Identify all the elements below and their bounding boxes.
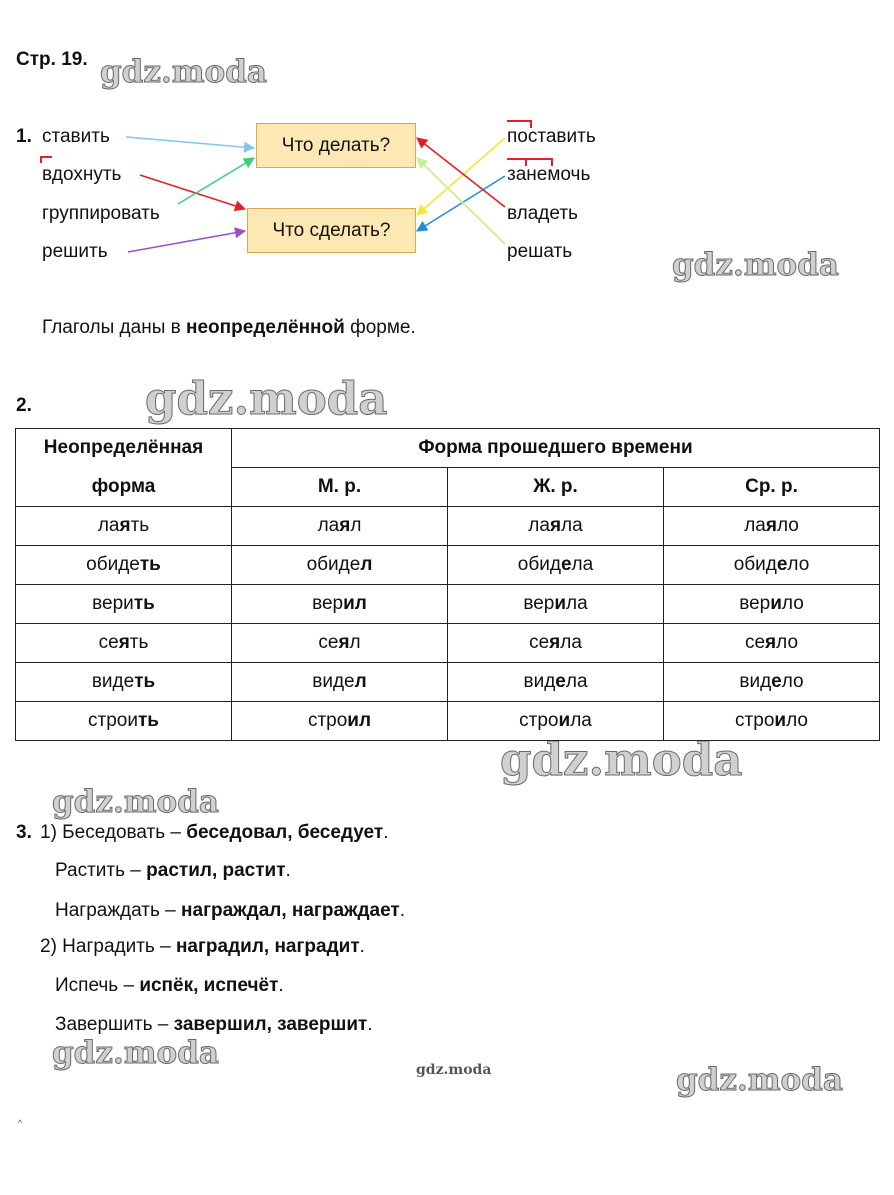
word-part: се bbox=[98, 632, 119, 653]
word-part: ть bbox=[130, 515, 150, 536]
exercise-1-number: 1. bbox=[16, 126, 32, 147]
cell-infinitive bbox=[16, 507, 232, 546]
exercise-2-number: 2. bbox=[16, 395, 32, 416]
word-part: се bbox=[744, 632, 766, 653]
verb-label: 1) Беседовать – bbox=[40, 822, 187, 843]
verb-answer: наградил, наградит bbox=[175, 936, 360, 957]
header-past-tense: Форма прошедшего времени bbox=[232, 429, 880, 468]
question-box-label: Что делать? bbox=[281, 134, 391, 156]
word-part: обид bbox=[517, 554, 561, 575]
word-part: ла bbox=[97, 515, 120, 536]
watermark: gdz.moda bbox=[145, 372, 388, 425]
word-part: стро bbox=[307, 710, 348, 731]
word-part: ло bbox=[786, 710, 808, 731]
word-part: стро bbox=[519, 710, 559, 731]
line-end: . bbox=[367, 1014, 373, 1035]
highlighted-ending: я bbox=[549, 632, 561, 653]
table-body bbox=[16, 507, 880, 741]
exercise-3-number: 3. bbox=[16, 822, 32, 843]
cell-feminine bbox=[448, 663, 664, 702]
cell-infinitive bbox=[16, 585, 232, 624]
table-row bbox=[16, 624, 880, 663]
arrow-stavit bbox=[126, 137, 254, 148]
right-word: занемочь bbox=[507, 164, 591, 185]
right-word: поставить bbox=[507, 126, 596, 147]
word-part: ла bbox=[561, 515, 583, 536]
cell-neuter bbox=[664, 624, 880, 663]
arrow-reshat bbox=[417, 158, 505, 244]
word-part: вери bbox=[92, 593, 134, 614]
word-part: ло bbox=[787, 554, 810, 575]
word-part: вер bbox=[739, 593, 771, 614]
cell-masculine bbox=[232, 663, 448, 702]
right-word: решать bbox=[507, 241, 573, 262]
cell-feminine bbox=[448, 546, 664, 585]
exercise-1-conclusion bbox=[42, 317, 416, 339]
word-part: ла bbox=[571, 554, 594, 575]
word-part: вер bbox=[523, 593, 555, 614]
word-part: ла bbox=[744, 515, 766, 536]
word-part: се bbox=[318, 632, 339, 653]
cell-neuter bbox=[664, 702, 880, 741]
word-part: виде bbox=[312, 671, 355, 692]
header-infinitive: Неопределённая bbox=[16, 429, 232, 468]
highlighted-ending: ть bbox=[133, 593, 155, 614]
highlighted-ending: и bbox=[554, 593, 567, 614]
matching-arrows bbox=[0, 0, 894, 300]
line-end: . bbox=[285, 860, 291, 881]
highlighted-ending: ил bbox=[343, 593, 367, 614]
highlighted-ending: я bbox=[338, 632, 350, 653]
word-part: вид bbox=[739, 671, 772, 692]
cell-masculine bbox=[232, 546, 448, 585]
word-part: ло bbox=[776, 632, 799, 653]
word-part: ла bbox=[566, 593, 588, 614]
line-end: . bbox=[383, 822, 389, 843]
watermark: gdz.moda bbox=[52, 1035, 219, 1071]
word-part: ла bbox=[528, 515, 550, 536]
word-part: обиде bbox=[86, 554, 140, 575]
highlighted-ending: я bbox=[119, 515, 131, 536]
highlighted-ending: е bbox=[771, 671, 782, 692]
table-row bbox=[16, 507, 880, 546]
word-part: л bbox=[349, 632, 361, 653]
table-row bbox=[16, 546, 880, 585]
word-part: вид bbox=[523, 671, 556, 692]
answer-line bbox=[55, 900, 405, 922]
cell-neuter bbox=[664, 507, 880, 546]
question-box-label: Что сделать? bbox=[272, 219, 391, 241]
word-part: л bbox=[350, 515, 362, 536]
answer-line bbox=[55, 1014, 373, 1036]
cell-neuter bbox=[664, 663, 880, 702]
highlighted-ending: е bbox=[776, 554, 788, 575]
verb-answer: растил, растит bbox=[146, 860, 286, 881]
prefix-mark bbox=[41, 157, 52, 163]
table-row bbox=[16, 702, 880, 741]
word-part: ла bbox=[565, 671, 588, 692]
highlighted-ending: е bbox=[560, 554, 572, 575]
prefix-mark bbox=[507, 121, 531, 128]
cell-infinitive bbox=[16, 624, 232, 663]
table-row bbox=[16, 663, 880, 702]
cell-feminine bbox=[448, 624, 664, 663]
word-part: стро bbox=[735, 710, 775, 731]
answer-line bbox=[55, 975, 284, 997]
highlighted-ending: ть bbox=[139, 554, 161, 575]
highlighted-ending: ил bbox=[347, 710, 372, 731]
word-part: ла bbox=[317, 515, 340, 536]
answer-line bbox=[40, 822, 388, 844]
arrow-vdokhnut bbox=[140, 175, 245, 209]
arrow-reshit bbox=[128, 231, 245, 252]
highlighted-ending: я bbox=[549, 515, 562, 536]
word-part: строи bbox=[88, 710, 138, 731]
highlighted-ending: е bbox=[555, 671, 566, 692]
highlighted-ending: я bbox=[118, 632, 130, 653]
header-infinitive-line2: форма bbox=[16, 468, 232, 507]
left-word: группировать bbox=[42, 203, 160, 224]
verb-answer: испёк, испечёт bbox=[139, 975, 279, 996]
word-part: ла bbox=[570, 710, 592, 731]
cell-feminine bbox=[448, 507, 664, 546]
left-word: ставить bbox=[42, 126, 110, 147]
word-part: виде bbox=[91, 671, 135, 692]
conclusion-text: форме. bbox=[344, 317, 416, 338]
header-neuter: Ср. р. bbox=[664, 468, 880, 507]
verb-forms-table bbox=[15, 428, 880, 741]
prefix-mark bbox=[507, 159, 552, 166]
cell-masculine bbox=[232, 507, 448, 546]
table-row bbox=[16, 585, 880, 624]
highlighted-ending: я bbox=[765, 515, 777, 536]
highlighted-ending: л bbox=[360, 554, 373, 575]
conclusion-text: Глаголы даны в bbox=[42, 317, 187, 338]
footer-mark: ^ bbox=[18, 1118, 23, 1128]
verb-label: Завершить – bbox=[55, 1014, 174, 1035]
conclusion-bold: неопределённой bbox=[186, 317, 345, 338]
word-part: ло bbox=[781, 671, 804, 692]
watermark: gdz.moda bbox=[500, 733, 743, 786]
highlighted-ending: я bbox=[765, 632, 777, 653]
line-end: . bbox=[359, 936, 365, 957]
highlighted-ending: и bbox=[770, 593, 782, 614]
word-part: ло bbox=[776, 515, 799, 536]
right-word: владеть bbox=[507, 203, 578, 224]
arrow-vladet bbox=[417, 138, 505, 207]
arrow-gruppirovat bbox=[178, 158, 254, 204]
line-end: . bbox=[278, 975, 284, 996]
highlighted-ending: и bbox=[774, 710, 787, 731]
watermark: gdz.moda bbox=[676, 1062, 843, 1098]
highlighted-ending: ть bbox=[134, 671, 156, 692]
word-part: ть bbox=[129, 632, 149, 653]
page-label: Стр. 19. bbox=[16, 49, 88, 70]
verb-label: 2) Наградить – bbox=[40, 936, 176, 957]
watermark: gdz.moda bbox=[416, 1062, 492, 1078]
verb-answer: беседовал, беседует bbox=[186, 822, 384, 843]
highlighted-ending: и bbox=[558, 710, 571, 731]
highlighted-ending: ть bbox=[137, 710, 159, 731]
left-word: решить bbox=[42, 241, 108, 262]
cell-masculine bbox=[232, 624, 448, 663]
word-part: ло bbox=[781, 593, 804, 614]
cell-infinitive bbox=[16, 702, 232, 741]
cell-infinitive bbox=[16, 546, 232, 585]
cell-neuter bbox=[664, 585, 880, 624]
word-part: ла bbox=[560, 632, 582, 653]
watermark: gdz.moda bbox=[52, 784, 219, 820]
cell-feminine bbox=[448, 585, 664, 624]
watermark: gdz.moda bbox=[672, 247, 839, 283]
watermark: gdz.moda bbox=[100, 54, 267, 90]
highlighted-ending: л bbox=[354, 671, 367, 692]
answer-line bbox=[55, 860, 291, 882]
word-part: обиде bbox=[306, 554, 361, 575]
left-word: вдохнуть bbox=[42, 164, 122, 185]
word-part: вер bbox=[312, 593, 344, 614]
verb-answer: награждал, награждает bbox=[181, 900, 400, 921]
verb-answer: завершил, завершит bbox=[173, 1014, 368, 1035]
cell-masculine bbox=[232, 585, 448, 624]
verb-label: Награждать – bbox=[55, 900, 182, 921]
word-part: обид bbox=[733, 554, 777, 575]
cell-masculine bbox=[232, 702, 448, 741]
answer-line bbox=[40, 936, 365, 958]
header-masculine: М. р. bbox=[232, 468, 448, 507]
word-part: се bbox=[529, 632, 550, 653]
cell-neuter bbox=[664, 546, 880, 585]
verb-label: Растить – bbox=[55, 860, 147, 881]
verb-label: Испечь – bbox=[55, 975, 140, 996]
cell-infinitive bbox=[16, 663, 232, 702]
highlighted-ending: я bbox=[339, 515, 351, 536]
cell-feminine bbox=[448, 702, 664, 741]
header-feminine: Ж. р. bbox=[448, 468, 664, 507]
line-end: . bbox=[399, 900, 406, 921]
